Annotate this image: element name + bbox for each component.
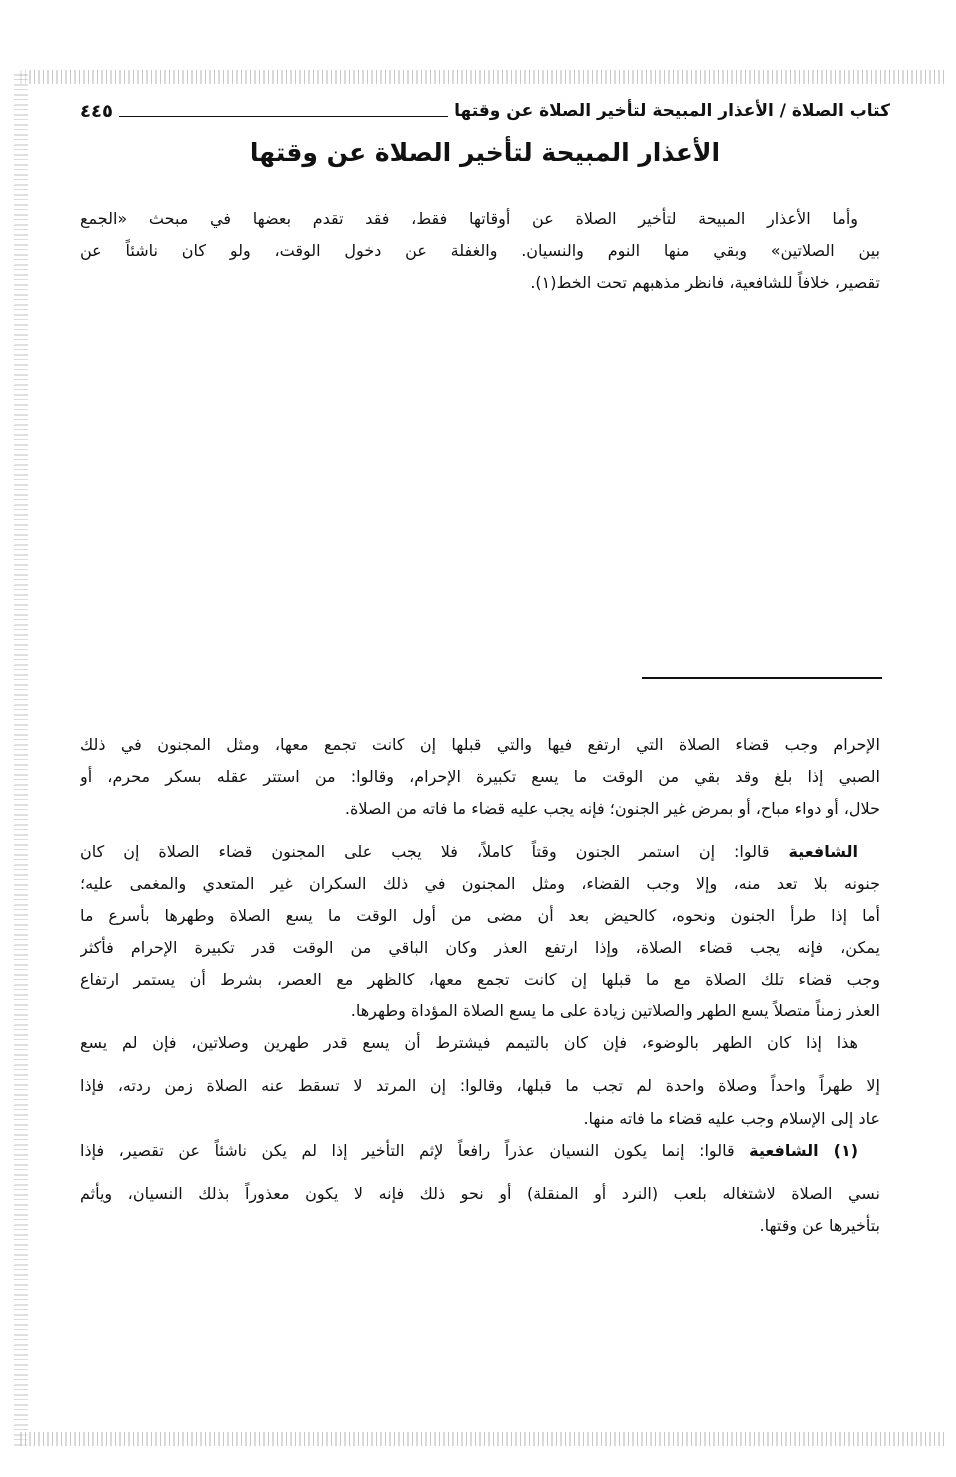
footnote-line — [80, 732, 880, 758]
footnote-text: العذر زمناً متصلاً يسع الطهر والصلاتين زيادة على ما يسع الصلاة المؤداة وطهرها. — [350, 1001, 880, 1020]
footnote-text: إلا طهراً واحداً وصلاة واحدة لم تجب ما قبلها، وقالوا: إن المرتد لا تسقط عنه الصلاة زمن ردته، فإذا — [80, 1076, 880, 1095]
footnote-line — [80, 903, 880, 929]
footnote-text: الصبي إذا بلغ وقد بقي من الوقت ما يسع تكبيرة الإحرام، وقالوا: من استتر عقله بسكر محرم، أو — [80, 767, 880, 786]
decorative-border-top — [20, 70, 946, 84]
footnote-line — [80, 871, 880, 897]
footnote-text: حلال، أو دواء مباح، أو بمرض غير الجنون؛ فإنه يجب عليه قضاء ما فاته من الصلاة. — [344, 799, 880, 818]
footnote-text: يمكن، فإنه يجب قضاء الصلاة، وإذا ارتفع العذر وكان الباقي من الوقت قدر تكبيرة الإحرام فأكثر — [80, 938, 880, 957]
footnote-separator — [642, 677, 882, 679]
footnote-text: نسي الصلاة لاشتغاله بلعب (النرد أو المنقلة) أو نحو ذلك فإنه لا يكون معذوراً بذلك النسيان، ويأثم — [80, 1184, 880, 1203]
section-title: الأعذار المبيحة لتأخير الصلاة عن وقتها — [249, 138, 721, 167]
footnote-line — [80, 1138, 880, 1164]
footnote-line — [80, 764, 880, 790]
decorative-border-bottom — [20, 1432, 946, 1446]
footnote-line — [80, 1030, 880, 1056]
footnote-line — [80, 967, 880, 993]
body-line: تقصير، خلافاً للشافعية، فانظر مذهبهم تحت الخط(١). — [530, 273, 880, 292]
decorative-border-left — [14, 70, 28, 1446]
footnote-text: قالوا: إن استمر الجنون وقتاً كاملاً، فلا يجب على المجنون قضاء الصلاة إن كان — [80, 842, 789, 861]
footnote-text: وجب قضاء تلك الصلاة مع ما قبلها إن كانت تجمع معها، كالظهر مع العصر، بشرط أن يستمر ارتفاع — [80, 970, 880, 989]
footnote-line — [80, 1106, 880, 1132]
running-header — [80, 96, 890, 126]
running-header-title: كتاب الصلاة / الأعذار المبيحة لتأخير الصلاة عن وقتها — [454, 101, 890, 121]
footnote-line — [80, 998, 880, 1024]
footnote-line — [80, 935, 880, 961]
footnote-text: الإحرام وجب قضاء الصلاة التي ارتفع فيها والتي قبلها إن كانت تجمع معها، ومثل المجنون في ذلك — [80, 735, 880, 754]
footnote-line — [80, 1213, 880, 1239]
footnote-line — [80, 1181, 880, 1207]
footnote-text: أما إذا طرأ الجنون ونحوه، كالحيض بعد أن مضى من أول الوقت ما يسع الصلاة وطهرها بأسرع ما — [80, 906, 880, 925]
header-rule — [119, 116, 448, 117]
footnote-text: بتأخيرها عن وقتها. — [759, 1216, 880, 1235]
body-line: وأما الأعذار المبيحة لتأخير الصلاة عن أوقاتها فقط، فقد تقدم بعضها في مبحث «الجمع — [80, 209, 858, 228]
footnote-school-label: (١) الشافعية — [749, 1141, 859, 1160]
footnote-text: جنونه بلا تعد منه، وإلا وجب القضاء، ومثل المجنون في ذلك السكران غير المتعدي والمغمى عليه؛ — [80, 874, 880, 893]
page-number: ٤٤٥ — [80, 100, 113, 122]
footnote-line — [80, 1073, 880, 1099]
footnote-text: هذا إذا كان الطهر بالوضوء، فإن كان بالتيمم فيشترط أن يسع قدر طهرين وصلاتين، فإن لم يسع — [80, 1033, 858, 1052]
footnote-text: عاد إلى الإسلام وجب عليه قضاء ما فاته منها. — [583, 1109, 880, 1128]
footnote-text: قالوا: إنما يكون النسيان عذراً رافعاً لإثم التأخير إذا لم يكن ناشئاً عن تقصير، فإذا — [80, 1141, 750, 1160]
footnote-line — [80, 796, 880, 822]
footnote-school-label: الشافعية — [788, 842, 858, 861]
body-line: بين الصلاتين» وبقي منها النوم والنسيان. والغفلة عن دخول الوقت، ولو كان ناشئاً عن — [80, 241, 880, 260]
footnote-line — [80, 839, 880, 865]
